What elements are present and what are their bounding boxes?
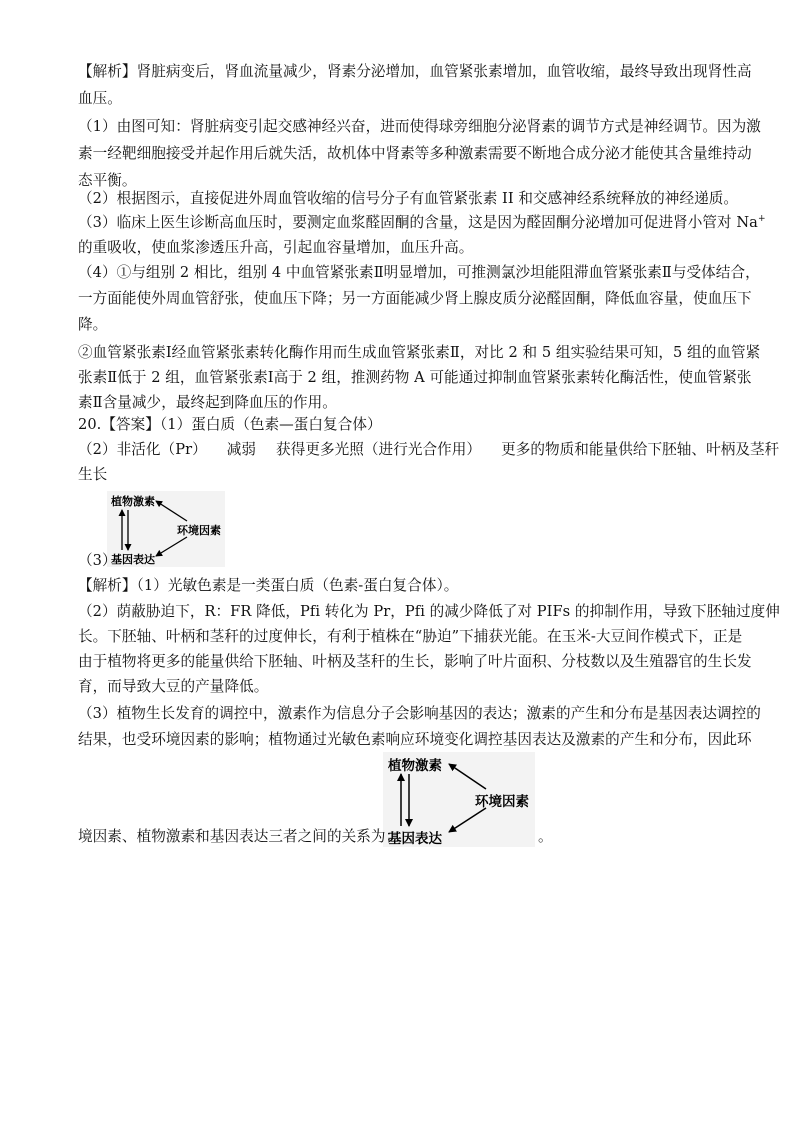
text-line: 素一经靶细胞接受并起作用后就失活，故机体中肾素等多种激素需要不断地合成分泌才能使其含量维持动 — [78, 145, 752, 162]
na-superscript: + — [757, 214, 766, 224]
diagram-hormone-label: 植物激素 — [388, 758, 442, 774]
answer-2-part4: 更多的物质和能量供给下胚轴、叶柄及茎秆 — [501, 441, 780, 458]
text-line: 生长 — [78, 466, 108, 483]
text-line: 【解析】（1）光敏色素是一类蛋白质（色素-蛋白复合体）。 — [78, 577, 459, 594]
diagram-environment-label: 环境因素 — [177, 524, 221, 537]
text-line: 育，而导致大豆的产量降低。 — [78, 678, 269, 695]
diagram-gene-label: 基因表达 — [388, 831, 442, 847]
text-line: 长。下胚轴、叶柄和茎秆的过度伸长，有利于植株在“胁迫”下捕获光能。在玉米-大豆间作模式下，正是 — [78, 628, 743, 645]
text-line: （3）植物生长发育的调控中，激素作为信息分子会影响基因的表达；激素的产生和分布是基因表达调控的 — [78, 705, 761, 722]
text-line: （4）①与组别 2 相比，组别 4 中血管紧张素Ⅱ明显增加，可推测氯沙坦能阻滞血管紧张素Ⅱ与受体结合， — [78, 264, 760, 281]
answer-2-part3: 获得更多光照（进行光合作用） — [276, 441, 482, 458]
answer-3-label: （3） — [78, 552, 117, 569]
answer-2-line — [78, 440, 779, 460]
diagram-environment-label: 环境因素 — [475, 794, 529, 810]
text-line: 态平衡。 — [78, 172, 137, 189]
text-line: 的重吸收，使血浆渗透压升高，引起血容量增加，血压升高。 — [78, 239, 474, 256]
text-line: （2）荫蔽胁迫下，R：FR 降低，Pfi 转化为 Pr，Pfi 的减少降低了对 PIFs 的抑制作用，导致下胚轴过度伸 — [78, 603, 780, 620]
text-line: 由于植物将更多的能量供给下胚轴、叶柄及茎秆的生长，影响了叶片面积、分枝数以及生殖器官的生长发 — [78, 653, 752, 670]
env-to-gene-arrow — [449, 808, 486, 832]
diagram-hormone-label: 植物激素 — [111, 495, 155, 508]
answer-2-prefix: （2）非活化（Pr） — [78, 441, 207, 458]
text-line: 一方面能使外周血管舒张，使血压下降；另一方面能减少肾上腺皮质分泌醛固酮，降低血容量，使血压下 — [78, 290, 752, 307]
text-line: （1）由图可知：肾脏病变引起交感神经兴奋，进而使得球旁细胞分泌肾素的调节方式是神经调节。因为激 — [78, 118, 761, 135]
text-line: ②血管紧张素Ⅰ经血管紧张素转化酶作用而生成血管紧张素Ⅱ，对比 2 和 5 组实验结果可知，5 组的血管紧 — [78, 344, 761, 361]
answer-2-part2: 减弱 — [226, 441, 257, 458]
env-to-hormone-arrow — [156, 501, 187, 521]
relation-diagram-small — [107, 491, 225, 567]
final-line: 境因素、植物激素和基因表达三者之间的关系为： — [78, 828, 401, 845]
text-line: 血压。 — [78, 90, 122, 107]
text-line: 降。 — [78, 316, 108, 333]
relation-diagram-large — [383, 752, 535, 847]
text-line: （2）根据图示，直接促进外周血管收缩的信号分子有血管紧张素 II 和交感神经系统释放的神经递质。 — [78, 190, 739, 207]
text-line: 素Ⅱ含量减少，最终起到降血压的作用。 — [78, 394, 337, 411]
env-to-gene-arrow — [156, 537, 187, 556]
diagram-gene-label: 基因表达 — [111, 553, 155, 566]
text-line: 结果，也受环境因素的影响；植物通过光敏色素响应环境变化调控基因表达及激素的产生和分布，因此环 — [78, 731, 752, 748]
text-line — [78, 213, 766, 233]
env-to-hormone-arrow — [449, 764, 486, 789]
text-line: 张素Ⅱ低于 2 组，血管紧张素Ⅰ高于 2 组，推测药物 A 可能通过抑制血管紧张素转化酶活性，使血管紧张 — [78, 369, 752, 386]
answer-heading: 20.【答案】（1）蛋白质（色素—蛋白复合体） — [78, 416, 382, 433]
na-sentence: （3）临床上医生诊断高血压时，要测定血浆醛固酮的含量，这是因为醛固酮分泌增加可促进肾小管对 Na — [78, 214, 758, 231]
final-period: 。 — [538, 828, 553, 845]
text-line: 【解析】肾脏病变后，肾血流量减少，肾素分泌增加，血管紧张素增加，血管收缩，最终导致出现肾性高 — [78, 63, 752, 80]
